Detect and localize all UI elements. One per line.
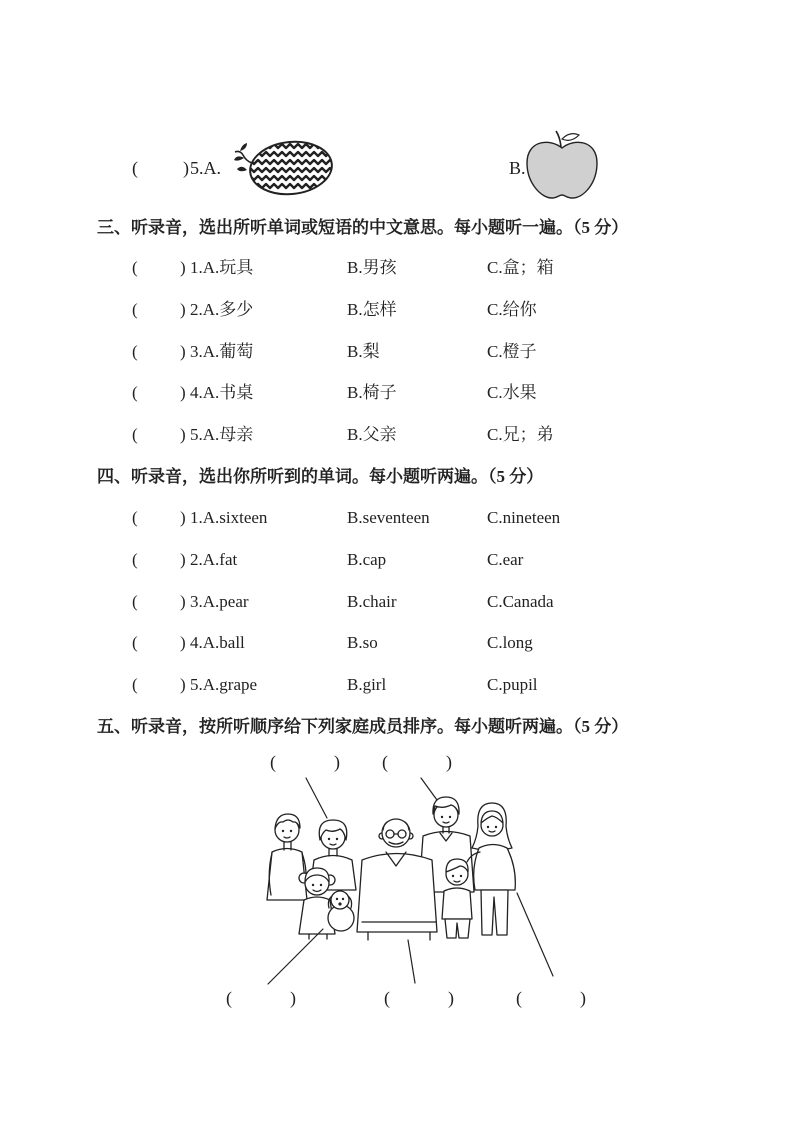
answer-blank-close: ) bbox=[180, 425, 186, 444]
question-row bbox=[0, 300, 794, 320]
option-b-label: B. bbox=[509, 158, 526, 178]
question-row bbox=[0, 592, 794, 612]
answer-blank-open: ( bbox=[270, 752, 276, 772]
answer-blank[interactable] bbox=[132, 383, 188, 403]
question-row bbox=[0, 383, 794, 403]
answer-blank-open: ( bbox=[132, 550, 138, 569]
dog bbox=[328, 891, 354, 931]
question-number: 1. bbox=[190, 258, 203, 277]
answer-blank[interactable] bbox=[132, 342, 188, 362]
option-c: C.盒；箱 bbox=[487, 258, 554, 277]
figure-small-boy bbox=[442, 859, 472, 938]
option-a-label: A. bbox=[203, 158, 221, 178]
leader-line bbox=[421, 778, 437, 800]
answer-blank-open: ( bbox=[132, 425, 138, 444]
question-number: 5. bbox=[190, 158, 204, 178]
option-b: B.seventeen bbox=[347, 508, 430, 527]
question-row bbox=[0, 550, 794, 570]
answer-blank[interactable] bbox=[516, 987, 586, 1009]
option-c: C.nineteen bbox=[487, 508, 561, 527]
answer-blank-open: ( bbox=[132, 383, 138, 402]
question-label bbox=[190, 300, 253, 320]
answer-blank[interactable] bbox=[132, 592, 188, 612]
answer-blank[interactable] bbox=[226, 987, 296, 1009]
answer-blank-close: ) bbox=[183, 158, 189, 178]
answer-blank-open: ( bbox=[516, 988, 522, 1008]
answer-blank-close: ) bbox=[180, 550, 186, 569]
option-c: C.兄；弟 bbox=[487, 425, 554, 444]
section-4-heading: 四、听录音，选出你所听到的单词。每小题听两遍。（5 分） bbox=[97, 467, 544, 486]
answer-blank-close: ) bbox=[446, 752, 452, 772]
answer-blank-open: ( bbox=[132, 258, 138, 277]
answer-blank-close: ) bbox=[180, 300, 186, 319]
answer-blank-open: ( bbox=[382, 752, 388, 772]
option-b: B.so bbox=[347, 633, 378, 652]
question-label bbox=[190, 592, 249, 612]
question-number: 5. bbox=[190, 425, 203, 444]
apple-icon bbox=[522, 126, 602, 202]
option-a: A.sixteen bbox=[202, 508, 268, 527]
question-row bbox=[0, 258, 794, 278]
answer-blank-open: ( bbox=[132, 592, 138, 611]
option-a: A.书桌 bbox=[202, 383, 254, 402]
question-number: 3. bbox=[190, 342, 203, 361]
question-label bbox=[190, 508, 267, 528]
leader-line bbox=[306, 778, 327, 818]
option-a: A.pear bbox=[202, 592, 249, 611]
answer-blank-close: ) bbox=[180, 258, 186, 277]
section-5-heading: 五、听录音，按所听顺序给下列家庭成员排序。每小题听两遍。（5 分） bbox=[97, 717, 629, 736]
option-c: C.给你 bbox=[487, 300, 537, 319]
question-number: 4. bbox=[190, 383, 203, 402]
answer-blank-open: ( bbox=[132, 342, 138, 361]
answer-blank-close: ) bbox=[180, 508, 186, 527]
answer-blank-open: ( bbox=[132, 508, 138, 527]
answer-blank-close: ) bbox=[334, 752, 340, 772]
option-b: B.girl bbox=[347, 675, 387, 694]
option-c: C.long bbox=[487, 633, 533, 652]
answer-blank-close: ) bbox=[180, 633, 186, 652]
option-c: C.pupil bbox=[487, 675, 538, 694]
question-number: 1. bbox=[190, 508, 203, 527]
option-b: B.男孩 bbox=[347, 258, 397, 277]
family-illustration bbox=[200, 770, 600, 990]
option-c: C.ear bbox=[487, 550, 524, 569]
option-b: B.cap bbox=[347, 550, 387, 569]
answer-blank[interactable] bbox=[132, 425, 188, 445]
option-c: C.水果 bbox=[487, 383, 537, 402]
option-a: A.ball bbox=[202, 633, 245, 652]
answer-blank-close: ) bbox=[290, 988, 296, 1008]
question-number: 4. bbox=[190, 633, 203, 652]
answer-blank[interactable] bbox=[132, 508, 188, 528]
question-row bbox=[0, 425, 794, 445]
question-row bbox=[0, 342, 794, 362]
answer-blank-open: ( bbox=[132, 633, 138, 652]
question-number: 2. bbox=[190, 300, 203, 319]
question-label bbox=[190, 258, 253, 278]
question-label bbox=[190, 675, 257, 695]
leader-line bbox=[517, 893, 553, 976]
option-a: A.母亲 bbox=[202, 425, 254, 444]
option-b: B.梨 bbox=[347, 342, 380, 361]
answer-blank-close: ) bbox=[448, 988, 454, 1008]
figure-boy-left bbox=[267, 814, 307, 900]
question-label bbox=[190, 550, 237, 570]
answer-blank[interactable] bbox=[132, 300, 188, 320]
question-number: 3. bbox=[190, 592, 203, 611]
question-row bbox=[0, 158, 794, 178]
leader-line bbox=[408, 940, 415, 983]
option-c: C.Canada bbox=[487, 592, 554, 611]
figure-mother bbox=[467, 803, 515, 935]
option-a: A.grape bbox=[202, 675, 258, 694]
answer-blank-close: ) bbox=[180, 675, 186, 694]
question-label bbox=[190, 383, 253, 403]
question-number: 5. bbox=[190, 675, 203, 694]
option-c: C.橙子 bbox=[487, 342, 537, 361]
answer-blank-open: ( bbox=[132, 300, 138, 319]
answer-blank-close: ) bbox=[180, 342, 186, 361]
option-b: B.椅子 bbox=[347, 383, 397, 402]
watermelon-icon bbox=[230, 132, 340, 202]
answer-blank-open: ( bbox=[132, 158, 138, 178]
option-b: B.chair bbox=[347, 592, 397, 611]
answer-blank[interactable] bbox=[132, 158, 188, 178]
leader-line bbox=[268, 929, 323, 984]
section-3-heading: 三、听录音，选出所听单词或短语的中文意思。每小题听一遍。（5 分） bbox=[97, 218, 629, 237]
answer-blank-close: ) bbox=[180, 383, 186, 402]
answer-blank-open: ( bbox=[132, 675, 138, 694]
question-label bbox=[190, 158, 221, 178]
answer-blank[interactable] bbox=[132, 258, 188, 278]
answer-blank-close: ) bbox=[580, 988, 586, 1008]
option-a: A.fat bbox=[202, 550, 238, 569]
question-number: 2. bbox=[190, 550, 203, 569]
option-a: A.玩具 bbox=[202, 258, 254, 277]
option-b: B.父亲 bbox=[347, 425, 397, 444]
question-label bbox=[190, 425, 253, 445]
option-b: B.怎样 bbox=[347, 300, 397, 319]
answer-blank-open: ( bbox=[226, 988, 232, 1008]
answer-blank-close: ) bbox=[180, 592, 186, 611]
question-row bbox=[0, 675, 794, 695]
answer-blank[interactable] bbox=[132, 675, 188, 695]
answer-blank[interactable] bbox=[132, 550, 188, 570]
option-a: A.多少 bbox=[202, 300, 254, 319]
question-label bbox=[190, 633, 245, 653]
answer-blank-open: ( bbox=[384, 988, 390, 1008]
question-row bbox=[0, 508, 794, 528]
question-row bbox=[0, 633, 794, 653]
question-label bbox=[190, 342, 253, 362]
option-a: A.葡萄 bbox=[202, 342, 254, 361]
answer-blank[interactable] bbox=[132, 633, 188, 653]
answer-blank[interactable] bbox=[384, 987, 454, 1009]
